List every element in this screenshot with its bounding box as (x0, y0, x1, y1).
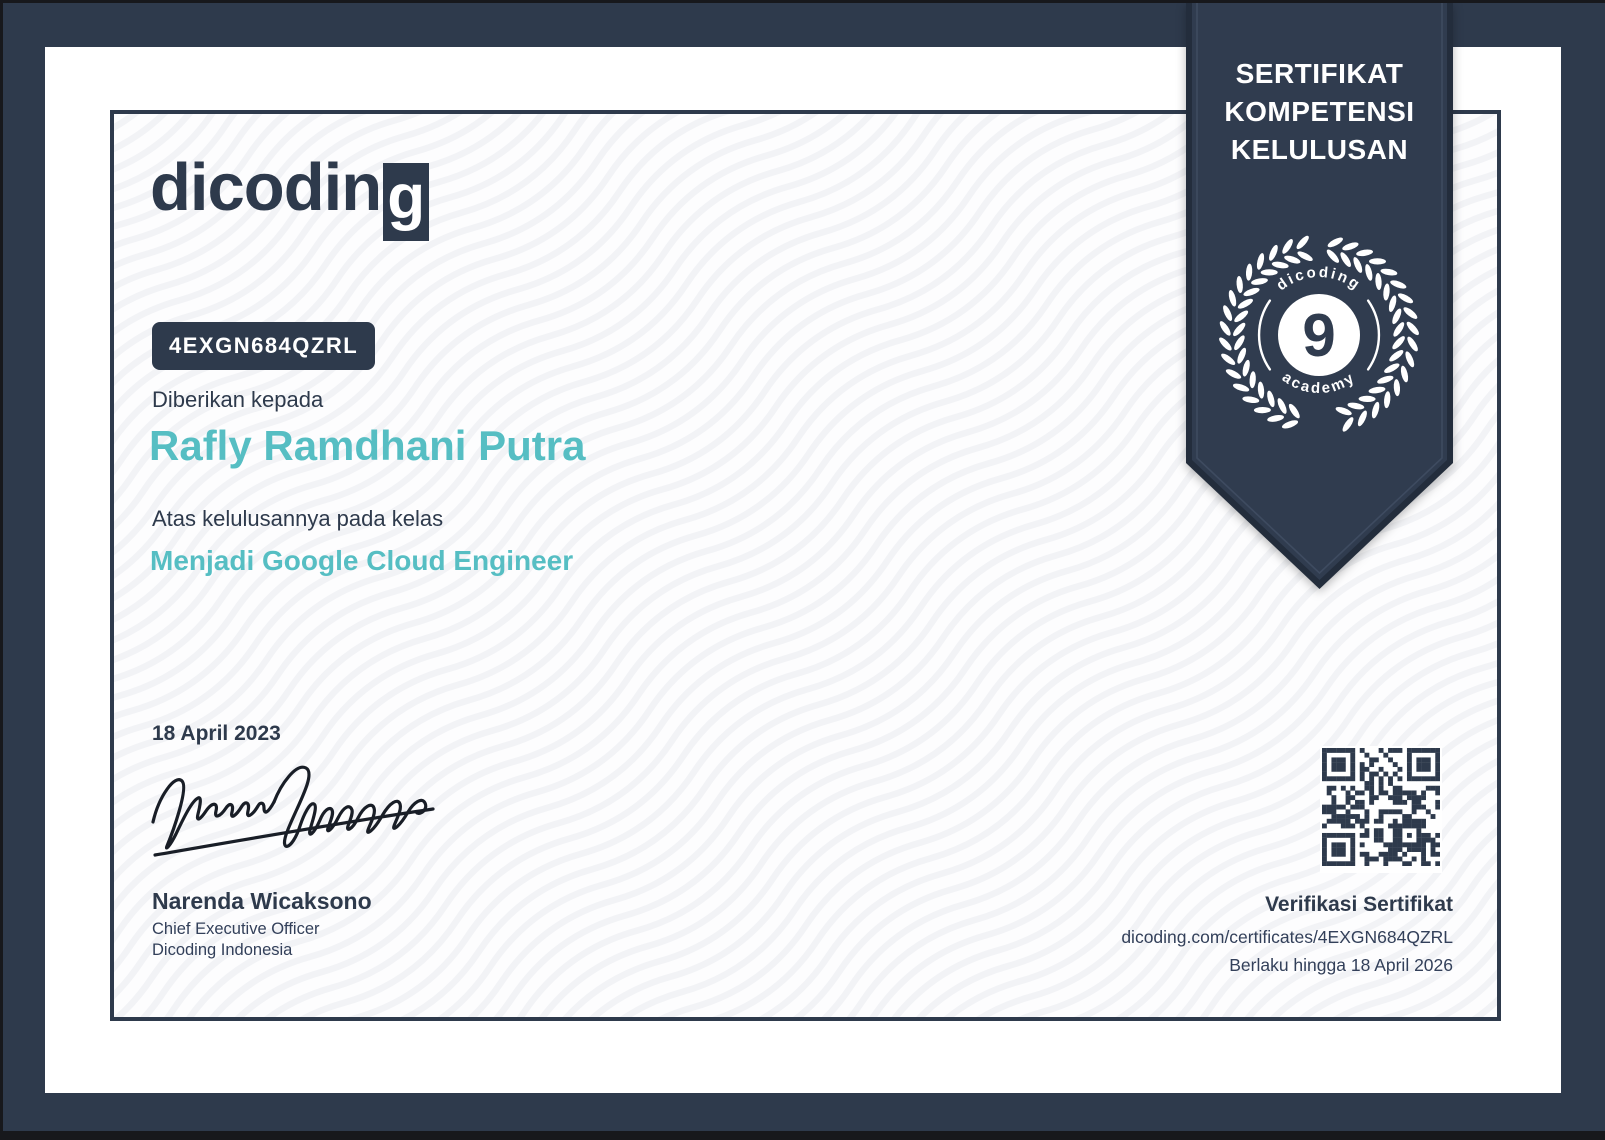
seal-right-arc (1368, 301, 1379, 370)
seal-bottom-curved-text: academy (1278, 368, 1360, 398)
dicoding-logo-g-box (383, 163, 429, 241)
course-label: Atas kelulusannya pada kelas (152, 506, 444, 531)
screen-edge-top (0, 0, 1605, 3)
ribbon-title-line3: KELULUSAN (1230, 134, 1409, 165)
recipient-label: Diberikan kepada (152, 387, 324, 412)
certificate-ribbon (1186, 3, 1453, 591)
seal-left-arc (1259, 301, 1270, 370)
issue-date: 18 April 2023 (152, 722, 281, 745)
ribbon-title-line2: KOMPETENSI (1224, 96, 1415, 127)
signatory-block (152, 888, 372, 960)
verification-validity: Berlaku hingga 18 April 2026 (1229, 955, 1453, 976)
ribbon-title-line1: SERTIFIKAT (1235, 58, 1404, 89)
dicoding-logo-g-letter: g (387, 163, 426, 232)
qr-code (1320, 746, 1442, 873)
signatory-title: Chief Executive Officer (152, 920, 320, 939)
laurel-wreath-seal-icon (1199, 213, 1439, 453)
recipient-name: Rafly Ramdhani Putra (149, 422, 586, 469)
seal-top-curved-text: dicoding (1273, 263, 1365, 295)
signature-image (145, 758, 445, 870)
signatory-name: Narenda Wicaksono (152, 888, 372, 914)
ribbon-title (1186, 55, 1453, 169)
certificate-code-badge: 4EXGN684QZRL (152, 322, 375, 370)
dicoding-logo (150, 150, 429, 232)
signatory-organization: Dicoding Indonesia (152, 941, 293, 960)
qr-code-image (1322, 748, 1440, 866)
screen-edge-bottom (0, 1131, 1605, 1140)
dicoding-logo-text: dicodin (150, 150, 382, 225)
seal-number: 9 (1302, 302, 1336, 369)
course-name: Menjadi Google Cloud Engineer (150, 545, 574, 576)
verification-block (933, 893, 1453, 975)
verification-heading: Verifikasi Sertifikat (1265, 893, 1453, 916)
screen-edge-left (0, 0, 3, 1140)
verification-url: dicoding.com/certificates/4EXGN684QZRL (1121, 927, 1453, 948)
